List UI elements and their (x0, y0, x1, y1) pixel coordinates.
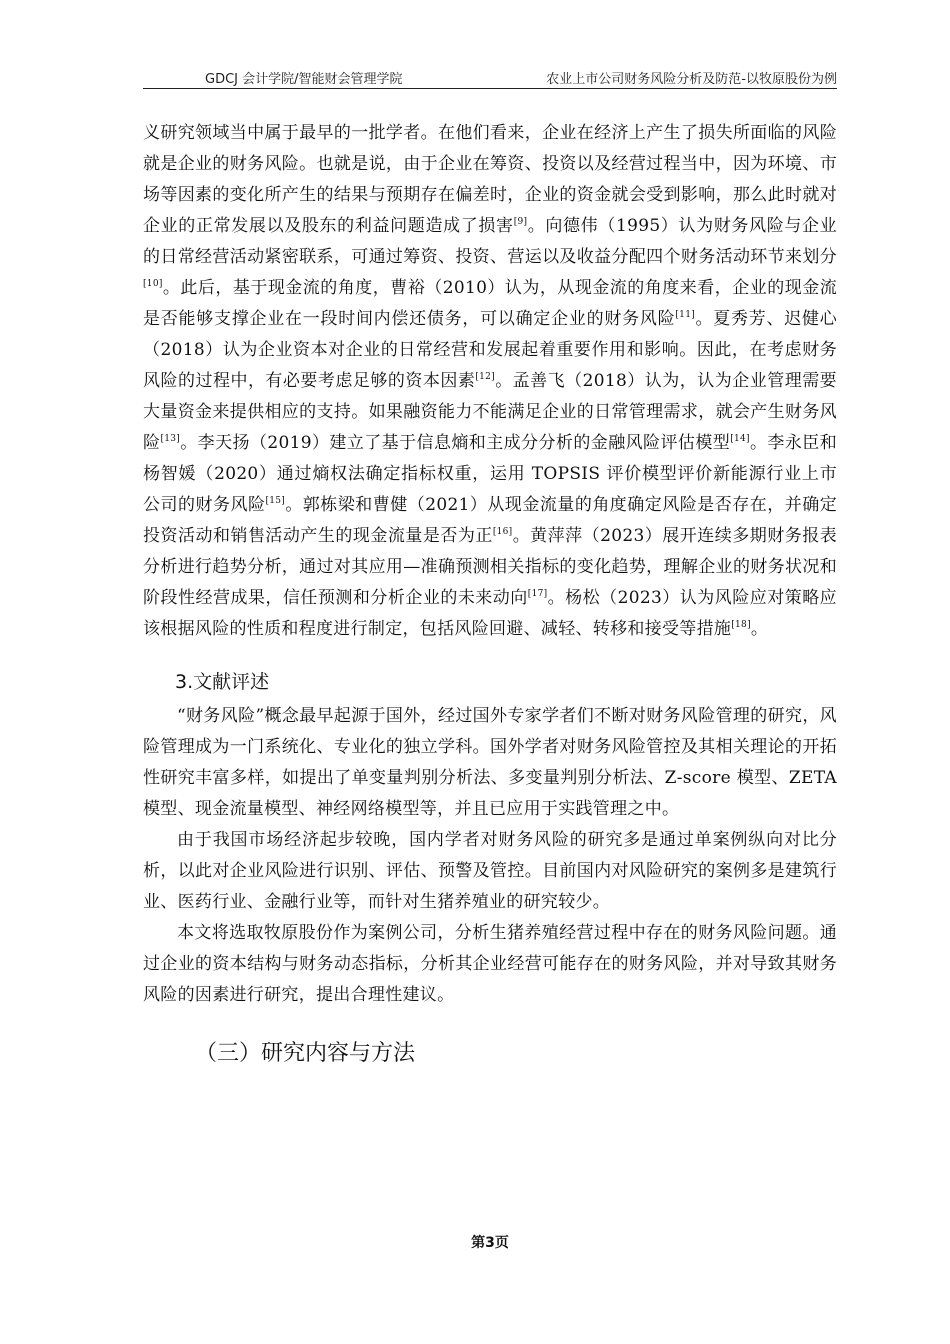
citation: [12] (475, 372, 495, 382)
page-header (143, 66, 837, 89)
page-number: 第3页 (471, 1235, 509, 1251)
main-content (143, 118, 837, 1071)
citation: [10] (143, 279, 163, 289)
header-thesis-title: 农业上市公司财务风险分析及防范-以牧原股份为例 (546, 72, 837, 87)
citation: [11] (675, 310, 696, 320)
literature-paragraph: 义研究领域当中属于最早的一批学者。在他们看来，企业在经济上产生了损失所面临的风险就是企业的财务风险。也就是说，由于企业在筹资、投资以及经营过程当中，因为环境、市场等因素的变化所产生的结果与预期存在偏差时，企业的资金就会受到影响，那么此时就对企业的正常发展以及股东的利益问题造成了损害[9]。向德伟（1995）认为财务风险与企业的日常经营活动紧密联系，可通过筹资、投资、营运以及收益分配四个财务活动环节来划分[10]。此后，基于现金流的角度，曹裕（2010）认为，从现金流的角度来看，企业的现金流是否能够支撑企业在一段时间内偿还债务，可以确定企业的财务风险[11]。夏秀芳、迟健心（2018）认为企业资本对企业的日常经营和发展起着重要作用和影响。因此，在考虑财务风险的过程中，有必要考虑足够的资本因素[12]。孟善飞（2018）认为，认为企业管理需要大量资金来提供相应的支持。如果融资能力不能满足企业的日常管理需求，就会产生财务风险[13]。李天扬（2019）建立了基于信息熵和主成分分析的金融风险评估模型[14]。李永臣和杨智媛（2020）通过熵权法确定指标权重，运用 TOPSIS 评价模型评价新能源行业上市公司的财务风险[15]。郭栋梁和曹健（2021）从现金流量的角度确定风险是否存在，并确定投资活动和销售活动产生的现金流量是否为正[16]。黄萍萍（2023）展开连续多期财务报表分析进行趋势分析，通过对其应用—准确预测相关指标的变化趋势，理解企业的财务状况和阶段性经营成果，信任预测和分析企业的未来动向[17]。杨松（2023）认为风险应对策略应该根据风险的性质和程度进行制定，包括风险回避、减轻、转移和接受等措施[18]。 (143, 123, 838, 639)
review-paragraph-2: 由于我国市场经济起步较晚，国内学者对财务风险的研究多是通过单案例纵向对比分析，以此对企业风险进行识别、评估、预警及管控。目前国内对风险研究的案例多是建筑行业、医药行业、金融行业等，而针对生猪养殖业的研究较少。 (143, 830, 837, 912)
review-paragraph-1: “财务风险”概念最早起源于国外，经过国外专家学者们不断对财务风险管理的研究，风险管理成为一门系统化、专业化的独立学科。国外学者对财务风险管控及其相关理论的开拓性研究丰富多样，如提出了单变量判别分析法、多变量判别分析法、Z-score 模型、ZETA 模型、现金流量模型、神经网络模型等，并且已应用于实践管理之中。 (143, 706, 837, 819)
citation: [15] (265, 496, 286, 506)
citation: [17] (527, 589, 548, 599)
review-paragraph-3: 本文将选取牧原股份作为案例公司，分析生猪养殖经营过程中存在的财务风险问题。通过企业的资本结构与财务动态指标，分析其企业经营可能存在的财务风险，并对导致其财务风险的因素进行研究，提出合理性建议。 (143, 923, 837, 1005)
section-heading-literature-review: 3.文献评述 (175, 671, 270, 693)
section-heading-research-content: （三）研究内容与方法 (195, 1041, 416, 1066)
citation: [16] (492, 527, 513, 537)
header-institution: GDCJ 会计学院/智能财会管理学院 (205, 72, 403, 87)
citation: [18] (731, 620, 751, 630)
citation: [14] (730, 434, 750, 444)
citation: [13] (160, 434, 181, 444)
citation: [9] (513, 217, 528, 227)
